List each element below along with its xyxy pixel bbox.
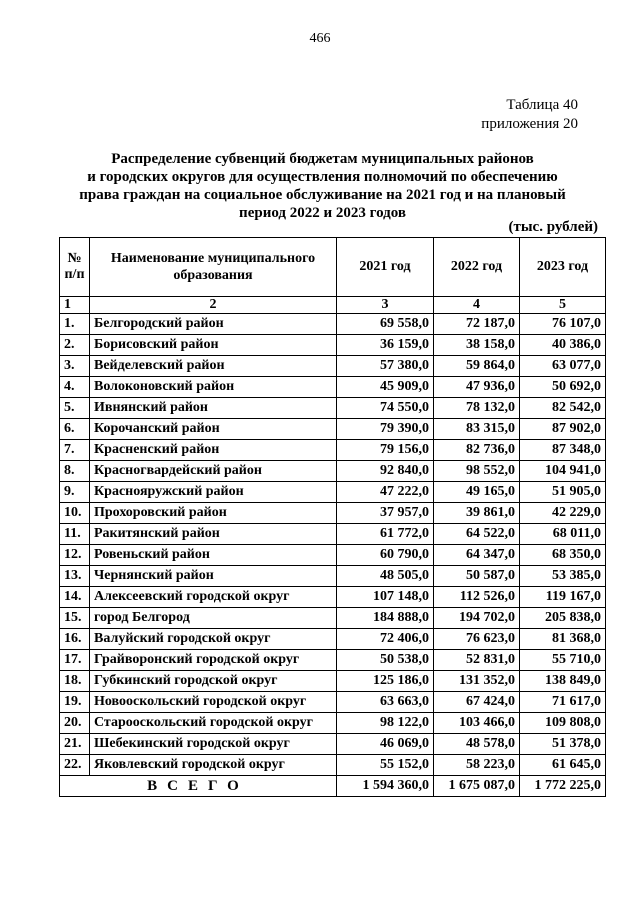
table-row	[60, 650, 606, 671]
table-row	[60, 440, 606, 461]
row-value-2021: 50 538,0	[337, 650, 434, 671]
row-name: Красненский район	[90, 440, 337, 461]
row-value-2023: 40 386,0	[520, 335, 606, 356]
row-number: 10.	[60, 503, 90, 524]
row-value-2022: 38 158,0	[434, 335, 520, 356]
row-value-2023: 138 849,0	[520, 671, 606, 692]
row-value-2023: 205 838,0	[520, 608, 606, 629]
row-value-2021: 184 888,0	[337, 608, 434, 629]
row-value-2022: 82 736,0	[434, 440, 520, 461]
row-value-2023: 104 941,0	[520, 461, 606, 482]
row-number: 3.	[60, 356, 90, 377]
row-number: 18.	[60, 671, 90, 692]
row-number: 2.	[60, 335, 90, 356]
row-value-2023: 87 902,0	[520, 419, 606, 440]
row-name: Новооскольский городской округ	[90, 692, 337, 713]
row-value-2022: 64 522,0	[434, 524, 520, 545]
row-value-2022: 47 936,0	[434, 377, 520, 398]
row-name: Волоконовский район	[90, 377, 337, 398]
header-number: № п/п	[60, 238, 90, 297]
document-title	[70, 150, 575, 222]
row-value-2021: 92 840,0	[337, 461, 434, 482]
header-2022: 2022 год	[434, 238, 520, 297]
table-row	[60, 398, 606, 419]
table-ref-line-1: Таблица 40	[506, 97, 578, 113]
row-value-2022: 67 424,0	[434, 692, 520, 713]
table-row	[60, 482, 606, 503]
row-name: Яковлевский городской округ	[90, 755, 337, 776]
row-number: 11.	[60, 524, 90, 545]
row-number: 7.	[60, 440, 90, 461]
table-row	[60, 566, 606, 587]
row-name: Красногвардейский район	[90, 461, 337, 482]
row-value-2021: 46 069,0	[337, 734, 434, 755]
row-value-2022: 39 861,0	[434, 503, 520, 524]
table-row	[60, 608, 606, 629]
column-index-row	[60, 297, 606, 314]
subsidies-table	[59, 237, 606, 797]
row-value-2022: 112 526,0	[434, 587, 520, 608]
row-value-2023: 51 378,0	[520, 734, 606, 755]
row-name: Ракитянский район	[90, 524, 337, 545]
row-name: город Белгород	[90, 608, 337, 629]
row-value-2022: 131 352,0	[434, 671, 520, 692]
row-value-2022: 64 347,0	[434, 545, 520, 566]
row-value-2023: 68 011,0	[520, 524, 606, 545]
row-value-2023: 82 542,0	[520, 398, 606, 419]
row-value-2021: 55 152,0	[337, 755, 434, 776]
row-value-2021: 63 663,0	[337, 692, 434, 713]
row-value-2023: 109 808,0	[520, 713, 606, 734]
table-row	[60, 713, 606, 734]
header-name: Наименование муниципального образования	[90, 238, 337, 297]
table-row	[60, 461, 606, 482]
row-value-2021: 79 156,0	[337, 440, 434, 461]
row-value-2023: 81 368,0	[520, 629, 606, 650]
row-name: Чернянский район	[90, 566, 337, 587]
row-name: Губкинский городской округ	[90, 671, 337, 692]
row-value-2022: 103 466,0	[434, 713, 520, 734]
total-row	[60, 776, 606, 797]
row-value-2021: 37 957,0	[337, 503, 434, 524]
row-value-2023: 61 645,0	[520, 755, 606, 776]
table-row	[60, 335, 606, 356]
row-number: 22.	[60, 755, 90, 776]
row-name: Краснояружский район	[90, 482, 337, 503]
row-value-2023: 68 350,0	[520, 545, 606, 566]
table-header-row	[60, 238, 606, 297]
row-value-2022: 194 702,0	[434, 608, 520, 629]
row-value-2022: 59 864,0	[434, 356, 520, 377]
row-number: 15.	[60, 608, 90, 629]
row-value-2022: 76 623,0	[434, 629, 520, 650]
row-value-2021: 45 909,0	[337, 377, 434, 398]
row-number: 4.	[60, 377, 90, 398]
row-value-2022: 72 187,0	[434, 314, 520, 335]
row-number: 20.	[60, 713, 90, 734]
row-value-2021: 79 390,0	[337, 419, 434, 440]
row-name: Алексеевский городской округ	[90, 587, 337, 608]
row-name: Белгородский район	[90, 314, 337, 335]
total-2021: 1 594 360,0	[337, 776, 434, 797]
table-row	[60, 629, 606, 650]
row-number: 6.	[60, 419, 90, 440]
units-label: (тыс. рублей)	[508, 219, 598, 235]
table-row	[60, 755, 606, 776]
header-2021: 2021 год	[337, 238, 434, 297]
row-value-2021: 74 550,0	[337, 398, 434, 419]
row-value-2023: 42 229,0	[520, 503, 606, 524]
row-number: 5.	[60, 398, 90, 419]
row-name: Ивнянский район	[90, 398, 337, 419]
row-value-2021: 61 772,0	[337, 524, 434, 545]
row-value-2023: 71 617,0	[520, 692, 606, 713]
table-row	[60, 734, 606, 755]
row-value-2023: 51 905,0	[520, 482, 606, 503]
row-value-2022: 78 132,0	[434, 398, 520, 419]
row-value-2023: 63 077,0	[520, 356, 606, 377]
table-row	[60, 377, 606, 398]
row-number: 12.	[60, 545, 90, 566]
row-number: 16.	[60, 629, 90, 650]
row-number: 19.	[60, 692, 90, 713]
row-name: Борисовский район	[90, 335, 337, 356]
table-row	[60, 419, 606, 440]
table-row	[60, 587, 606, 608]
row-value-2022: 83 315,0	[434, 419, 520, 440]
table-ref-line-2: приложения 20	[481, 116, 578, 132]
title-line-4: период 2022 и 2023 годов	[239, 205, 406, 221]
row-value-2021: 69 558,0	[337, 314, 434, 335]
column-index: 3	[337, 297, 434, 314]
row-name: Ровеньский район	[90, 545, 337, 566]
row-value-2023: 87 348,0	[520, 440, 606, 461]
title-line-2: и городских округов для осуществления полномочий по обеспечению	[87, 169, 558, 185]
row-value-2021: 60 790,0	[337, 545, 434, 566]
row-value-2021: 47 222,0	[337, 482, 434, 503]
row-value-2023: 76 107,0	[520, 314, 606, 335]
row-value-2021: 48 505,0	[337, 566, 434, 587]
row-value-2021: 107 148,0	[337, 587, 434, 608]
table-row	[60, 356, 606, 377]
row-name: Вейделевский район	[90, 356, 337, 377]
table-row	[60, 314, 606, 335]
row-name: Старооскольский городской округ	[90, 713, 337, 734]
row-value-2021: 36 159,0	[337, 335, 434, 356]
row-number: 14.	[60, 587, 90, 608]
table-row	[60, 545, 606, 566]
column-index: 2	[90, 297, 337, 314]
table-row	[60, 671, 606, 692]
row-value-2022: 48 578,0	[434, 734, 520, 755]
row-value-2022: 49 165,0	[434, 482, 520, 503]
row-value-2021: 57 380,0	[337, 356, 434, 377]
row-value-2021: 125 186,0	[337, 671, 434, 692]
row-number: 8.	[60, 461, 90, 482]
row-name: Шебекинский городской округ	[90, 734, 337, 755]
row-number: 13.	[60, 566, 90, 587]
row-value-2023: 50 692,0	[520, 377, 606, 398]
row-name: Прохоровский район	[90, 503, 337, 524]
row-name: Грайворонский городской округ	[90, 650, 337, 671]
row-number: 21.	[60, 734, 90, 755]
row-value-2023: 53 385,0	[520, 566, 606, 587]
row-value-2021: 98 122,0	[337, 713, 434, 734]
row-value-2022: 98 552,0	[434, 461, 520, 482]
row-name: Валуйский городской округ	[90, 629, 337, 650]
row-value-2022: 52 831,0	[434, 650, 520, 671]
column-index: 1	[60, 297, 90, 314]
page-number: 466	[309, 31, 331, 46]
total-2023: 1 772 225,0	[520, 776, 606, 797]
table-row	[60, 503, 606, 524]
row-name: Корочанский район	[90, 419, 337, 440]
table-reference	[481, 96, 578, 134]
header-2023: 2023 год	[520, 238, 606, 297]
row-number: 1.	[60, 314, 90, 335]
row-value-2022: 58 223,0	[434, 755, 520, 776]
table-row	[60, 692, 606, 713]
table-body	[60, 314, 606, 776]
title-line-3: права граждан на социальное обслуживание на 2021 год и на плановый	[79, 187, 566, 203]
row-value-2023: 119 167,0	[520, 587, 606, 608]
table-row	[60, 524, 606, 545]
row-value-2023: 55 710,0	[520, 650, 606, 671]
row-value-2021: 72 406,0	[337, 629, 434, 650]
row-number: 17.	[60, 650, 90, 671]
total-2022: 1 675 087,0	[434, 776, 520, 797]
total-label: ВСЕГО	[60, 776, 337, 797]
row-number: 9.	[60, 482, 90, 503]
row-value-2022: 50 587,0	[434, 566, 520, 587]
title-line-1: Распределение субвенций бюджетам муниципальных районов	[111, 151, 534, 167]
column-index: 5	[520, 297, 606, 314]
column-index: 4	[434, 297, 520, 314]
